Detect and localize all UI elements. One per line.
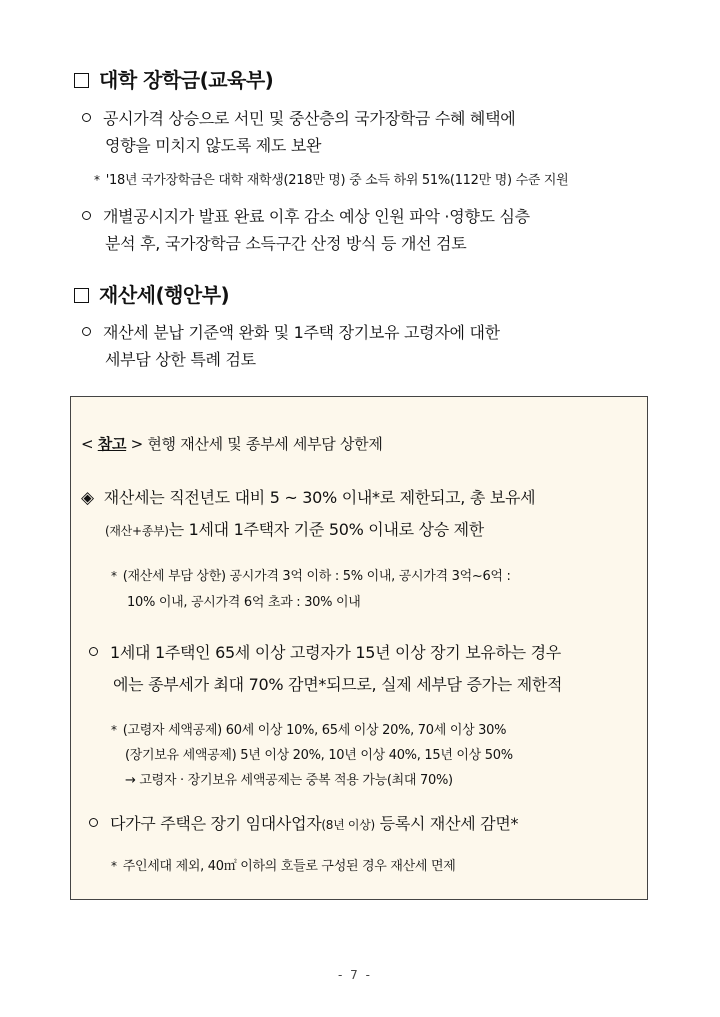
section-title-scholarship: 대학 장학금(교육부) — [74, 64, 273, 93]
note-exemption: * 주인세대 제외, 40㎡ 이하의 호들로 구성된 경우 재산세 면제 — [111, 859, 456, 874]
circle-bullet-icon — [82, 113, 91, 122]
note-deduction-line2: (장기보유 세액공제) 5년 이상 20%, 10년 이상 40%, 15년 이상 50% — [125, 748, 513, 763]
square-bullet-icon — [74, 288, 89, 303]
page-number: - 7 - — [338, 968, 372, 982]
asterisk-icon: * — [111, 859, 117, 873]
asterisk-icon: * — [111, 723, 117, 737]
asterisk-icon: * — [111, 569, 117, 583]
circle-bullet-icon — [89, 818, 98, 827]
circle-point-elderly-line1: 1세대 1주택인 65세 이상 고령자가 15년 이상 장기 보유하는 경우 — [89, 640, 561, 663]
note-scholarship: * '18년 국가장학금은 대학 재학생(218만 명) 중 소득 하위 51%(112만 명) 수준 지원 — [94, 173, 569, 188]
circle-point-elderly-line2: 에는 종부세가 최대 70% 감면*되므로, 실제 세부담 증가는 제한적 — [113, 675, 563, 694]
diamond-point-line1: ◈ 재산세는 직전년도 대비 5 ~ 30% 이내*로 제한되고, 총 보유세 — [81, 488, 536, 508]
note-tax-cap-line1: * (재산세 부담 상한) 공시가격 3억 이하 : 5% 이내, 공시가격 3억~6억 : — [111, 569, 511, 584]
note-deduction-line1: * (고령자 세액공제) 60세 이상 10%, 65세 이상 20%, 70세 이상 30% — [111, 723, 507, 738]
reference-box — [70, 396, 648, 900]
circle-bullet-icon — [82, 327, 91, 336]
circle-point-multi-family: 다가구 주택은 장기 임대사업자(8년 이상) 등록시 재산세 감면* — [89, 811, 518, 834]
bullet-scholarship-2-line2: 분석 후, 국가장학금 소득구간 산정 방식 등 개선 검토 — [105, 234, 467, 253]
diamond-bullet-icon: ◈ — [81, 488, 94, 508]
circle-bullet-icon — [89, 647, 98, 656]
square-bullet-icon — [74, 73, 89, 88]
bullet-property-tax-line2: 세부담 상한 특례 검토 — [105, 350, 256, 369]
circle-bullet-icon — [82, 211, 91, 220]
bullet-property-tax-line1: 재산세 분납 기준액 완화 및 1주택 장기보유 고령자에 대한 — [82, 320, 500, 343]
reference-box-title: < 참고 > 현행 재산세 및 종부세 세부담 상한제 — [81, 435, 383, 453]
note-tax-cap-line2: 10% 이내, 공시가격 6억 초과 : 30% 이내 — [127, 595, 361, 610]
section-title-property-tax: 재산세(행안부) — [74, 279, 229, 308]
bullet-scholarship-1-line1: 공시가격 상승으로 서민 및 중산층의 국가장학금 수혜 혜택에 — [82, 106, 515, 129]
note-deduction-line3: → 고령자 · 장기보유 세액공제는 중복 적용 가능(최대 70%) — [125, 773, 453, 788]
diamond-point-line2: (재산+종부)는 1세대 1주택자 기준 50% 이내로 상승 제한 — [105, 520, 484, 539]
bullet-scholarship-2-line1: 개별공시지가 발표 완료 이후 감소 예상 인원 파악 ·영향도 심층 — [82, 204, 530, 227]
bullet-scholarship-1-line2: 영향을 미치지 않도록 제도 보완 — [105, 136, 322, 155]
asterisk-icon: * — [94, 173, 100, 187]
